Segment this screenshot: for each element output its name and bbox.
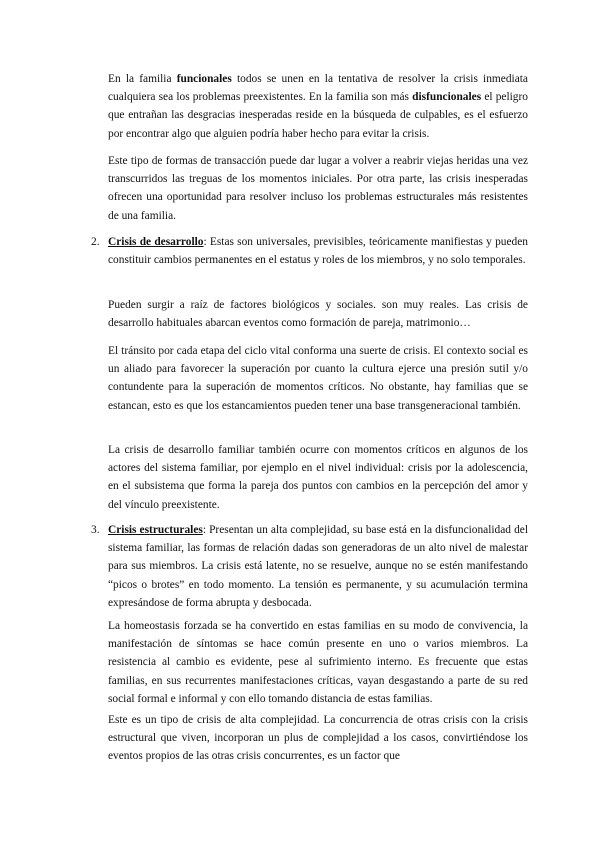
text-run: : Estas son universales, previsibles, teóricamente manifiestas y pueden constituir cambios permanentes en el estatus y roles de los miembros, y no solo temporales. — [108, 236, 528, 267]
paragraph-biological-social: Pueden surgir a raíz de factores biológicos y sociales. son muy reales. Las crisis de desarrollo habituales abarcan eventos como formación de pareja, matrimonio… — [108, 299, 528, 330]
list-number-2: 2. — [91, 236, 100, 248]
bold-term-funcionales: funcionales — [176, 73, 232, 85]
text-run: : Presentan un alta complejidad, su base está en la disfuncionalidad del sistema familiar, las formas de relación dadas son generadoras de un alto nivel de malestar para sus miembros. La crisis está latente, no se resuelve, aunque no se estén manifestando “picos o brotes” en todo momento. La tensión es permanente, y su acumulación termina expresándose de forma abrupta y desbocada. — [108, 524, 528, 609]
paragraph-homeostasis: La homeostasis forzada se ha convertido en estas familias en su modo de convivencia, la manifestación de síntomas se hace común presente en uno o varios miembros. La resistencia al cambio es evidente, pese al sufrimiento interno. Es frecuente que estas familias, en sus recurrentes manifestaciones críticas, vayan desgastando a parte de su red social formal e informal y con ello tomando distancia de estas familias. — [108, 620, 528, 705]
bold-term-disfuncionales: disfuncionales — [412, 91, 482, 104]
paragraph-life-cycle: El tránsito por cada etapa del ciclo vital conforma una suerte de crisis. El contexto social es un aliado para favorecer la superación por cuanto la cultura ejerce una presión sutil y/o contundente para la superación de momentos críticos. No obstante, hay familias que se estancan, esto es que los estancamientos pueden tener una base transgeneracional también. — [108, 345, 528, 412]
list-number-3: 3. — [91, 524, 100, 536]
paragraph-family-development: La crisis de desarrollo familiar también ocurre con momentos críticos en algunos de los actores del sistema familiar, por ejemplo en el nivel individual: crisis por la adolescencia, en el subsistema que forma la pareja dos puntos con cambios en la percepción del amor y del vínculo preexistente. — [108, 444, 528, 511]
paragraph-high-complexity: Este es un tipo de crisis de alta complejidad. La concurrencia de otras crisis con la crisis estructural que viven, incorporan un plus de complejidad a los casos, convirtiéndose los eventos propios de las otras crisis concurrentes, es un factor que — [108, 714, 528, 763]
text-run: todos se unen en la tentativa de resolver la crisis inmediata cualquiera sea los problemas preexistentes. En la familia son más — [108, 73, 528, 104]
paragraph-transaction-forms: Este tipo de formas de transacción puede dar lugar a volver a reabrir viejas heridas una vez transcurridos las treguas de los momentos iniciales. Por otra parte, las crisis inesperadas ofrecen una oportunidad para resolver incluso los problemas estructurales más resistentes de una familia. — [108, 155, 528, 222]
heading-crisis-estructurales: Crisis estructurales — [108, 524, 203, 536]
text-run: el peligro que entrañan las desgracias inesperadas reside en la búsqueda de culpables, es el esfuerzo por encontrar algo que alguien podría haber hecho para evitar la crisis. — [108, 91, 528, 140]
text-run: En la familia — [108, 73, 177, 85]
list-item-crisis-desarrollo — [108, 233, 528, 269]
heading-crisis-desarrollo: Crisis de desarrollo — [108, 236, 204, 248]
paragraph-family-functional — [108, 70, 528, 143]
list-item-crisis-estructurales — [108, 521, 528, 612]
